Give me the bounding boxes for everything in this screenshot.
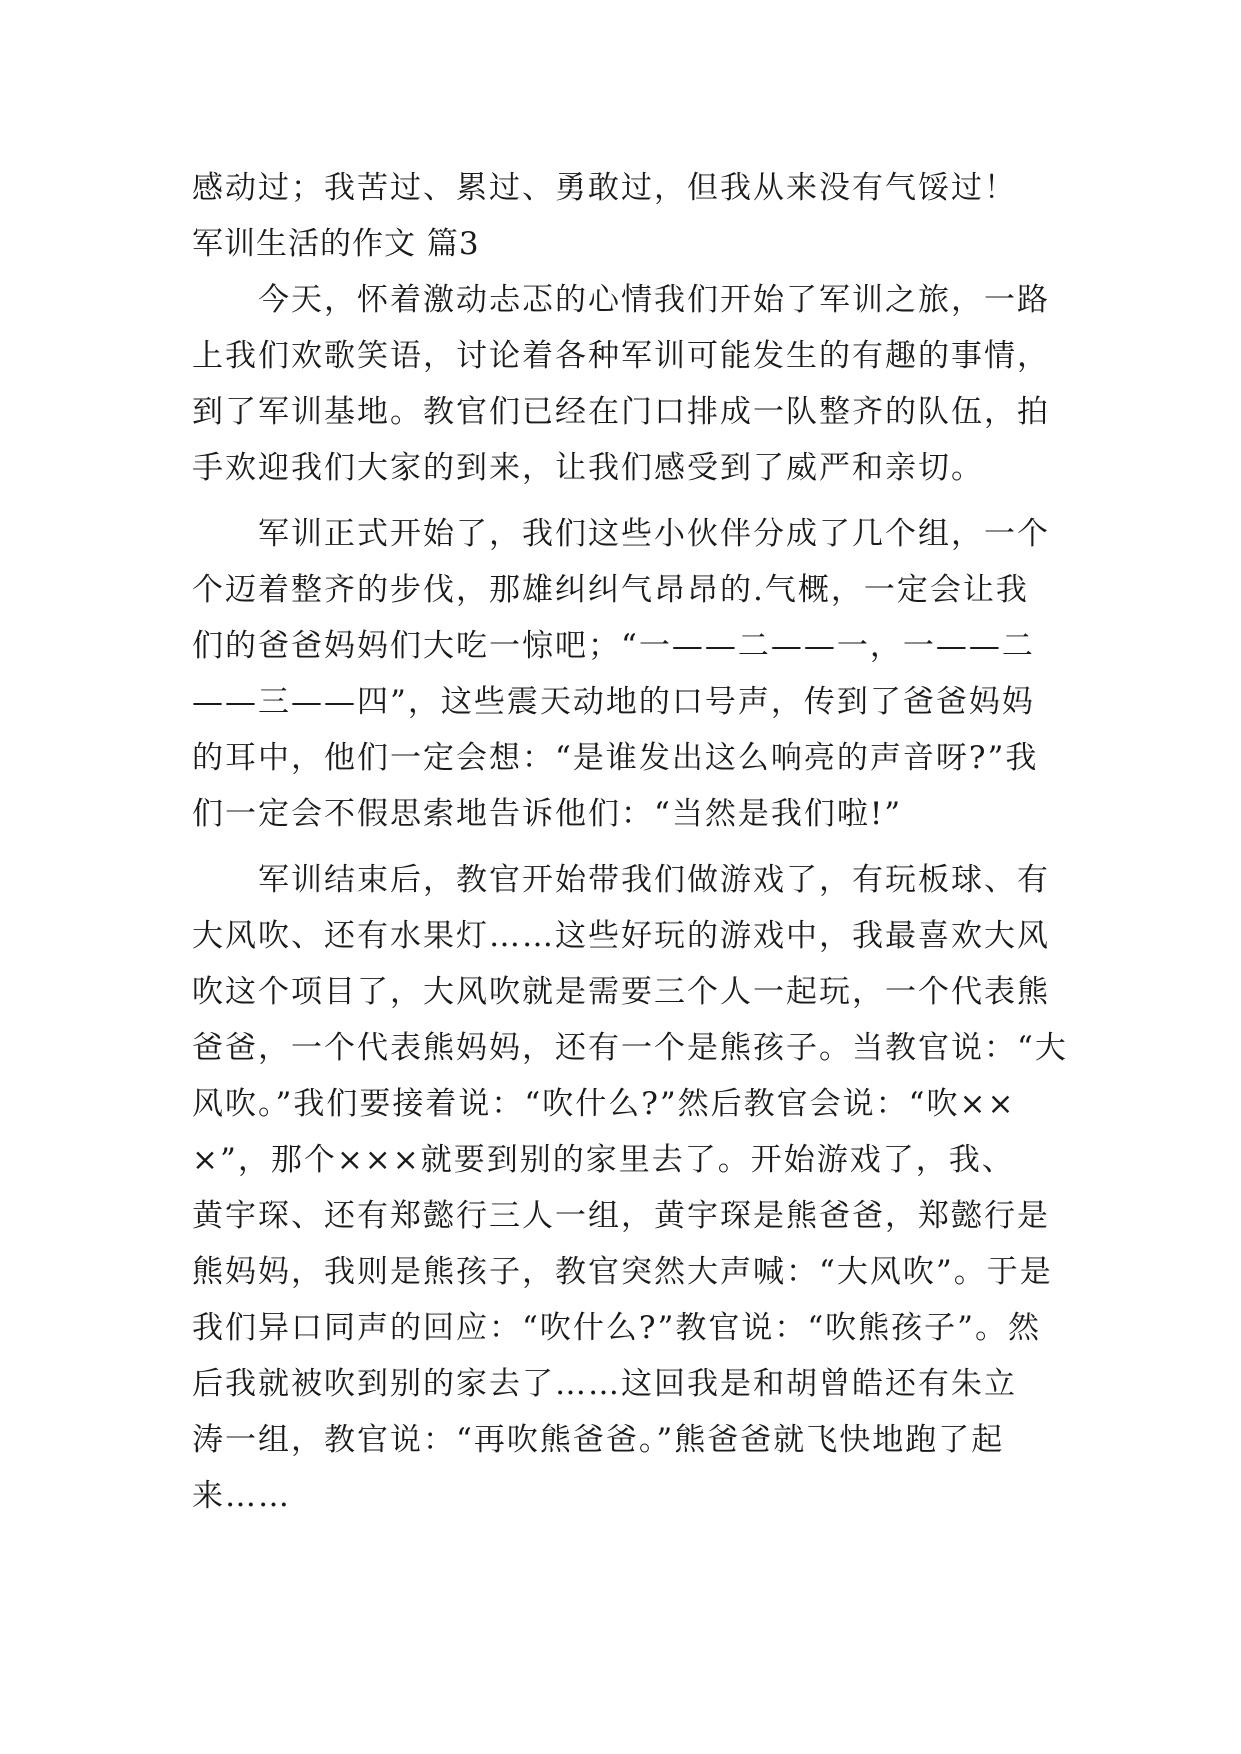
text-line: 黄宇琛、还有郑懿行三人一组，黄宇琛是熊爸爸，郑懿行是 bbox=[192, 1198, 1050, 1234]
text-line: 们的爸爸妈妈们大吃一惊吧；“一——二——一，一——二 bbox=[192, 628, 1035, 664]
text-line: 今天，怀着激动忐忑的心情我们开始了军训之旅，一路 bbox=[192, 282, 1050, 318]
text-line: ×”，那个×××就要到别的家里去了。开始游戏了，我、 bbox=[192, 1142, 1015, 1178]
section-title: 军训生活的作文 篇3 bbox=[192, 226, 480, 262]
text-line: 风吹。”我们要接着说：“吹什么?”然后教官会说：“吹×× bbox=[192, 1086, 1016, 1122]
text-line: 军训结束后，教官开始带我们做游戏了，有玩板球、有 bbox=[192, 862, 1050, 898]
text-line: 涛一组，教官说：“再吹熊爸爸。”熊爸爸就飞快地跑了起 bbox=[192, 1422, 1005, 1458]
text-line: 军训正式开始了，我们这些小伙伴分成了几个组，一个 bbox=[192, 516, 1050, 552]
text-line: 来…… bbox=[192, 1478, 291, 1514]
text-line: 到了军训基地。教官们已经在门口排成一队整齐的队伍，拍 bbox=[192, 394, 1050, 430]
continuation-line: 感动过；我苦过、累过、勇敢过，但我从来没有气馁过！ bbox=[192, 170, 1017, 206]
text-line: 爸爸，一个代表熊妈妈，还有一个是熊孩子。当教官说：“大 bbox=[192, 1030, 1068, 1066]
text-line: 大风吹、还有水果灯……这些好玩的游戏中，我最喜欢大风 bbox=[192, 918, 1050, 954]
text-line: 个迈着整齐的步伐，那雄纠纠气昂昂的.气概，一定会让我 bbox=[192, 572, 1029, 608]
text-line: 熊妈妈，我则是熊孩子，教官突然大声喊：“大风吹”。于是 bbox=[192, 1254, 1053, 1290]
text-line: 上我们欢歌笑语，讨论着各种军训可能发生的有趣的事情， bbox=[192, 338, 1050, 374]
text-line: 们一定会不假思索地告诉他们：“当然是我们啦!” bbox=[192, 796, 903, 832]
text-line: 我们异口同声的回应：“吹什么?”教官说：“吹熊孩子”。然 bbox=[192, 1310, 1042, 1346]
text-line: 手欢迎我们大家的到来，让我们感受到了威严和亲切。 bbox=[192, 450, 984, 486]
text-line: 后我就被吹到别的家去了……这回我是和胡曾皓还有朱立 bbox=[192, 1366, 1017, 1402]
text-line: ——三——四”，这些震天动地的口号声，传到了爸爸妈妈 bbox=[192, 684, 1035, 720]
text-line: 的耳中，他们一定会想：“是谁发出这么响亮的声音呀?”我 bbox=[192, 740, 1039, 776]
text-line: 吹这个项目了，大风吹就是需要三个人一起玩，一个代表熊 bbox=[192, 974, 1050, 1010]
